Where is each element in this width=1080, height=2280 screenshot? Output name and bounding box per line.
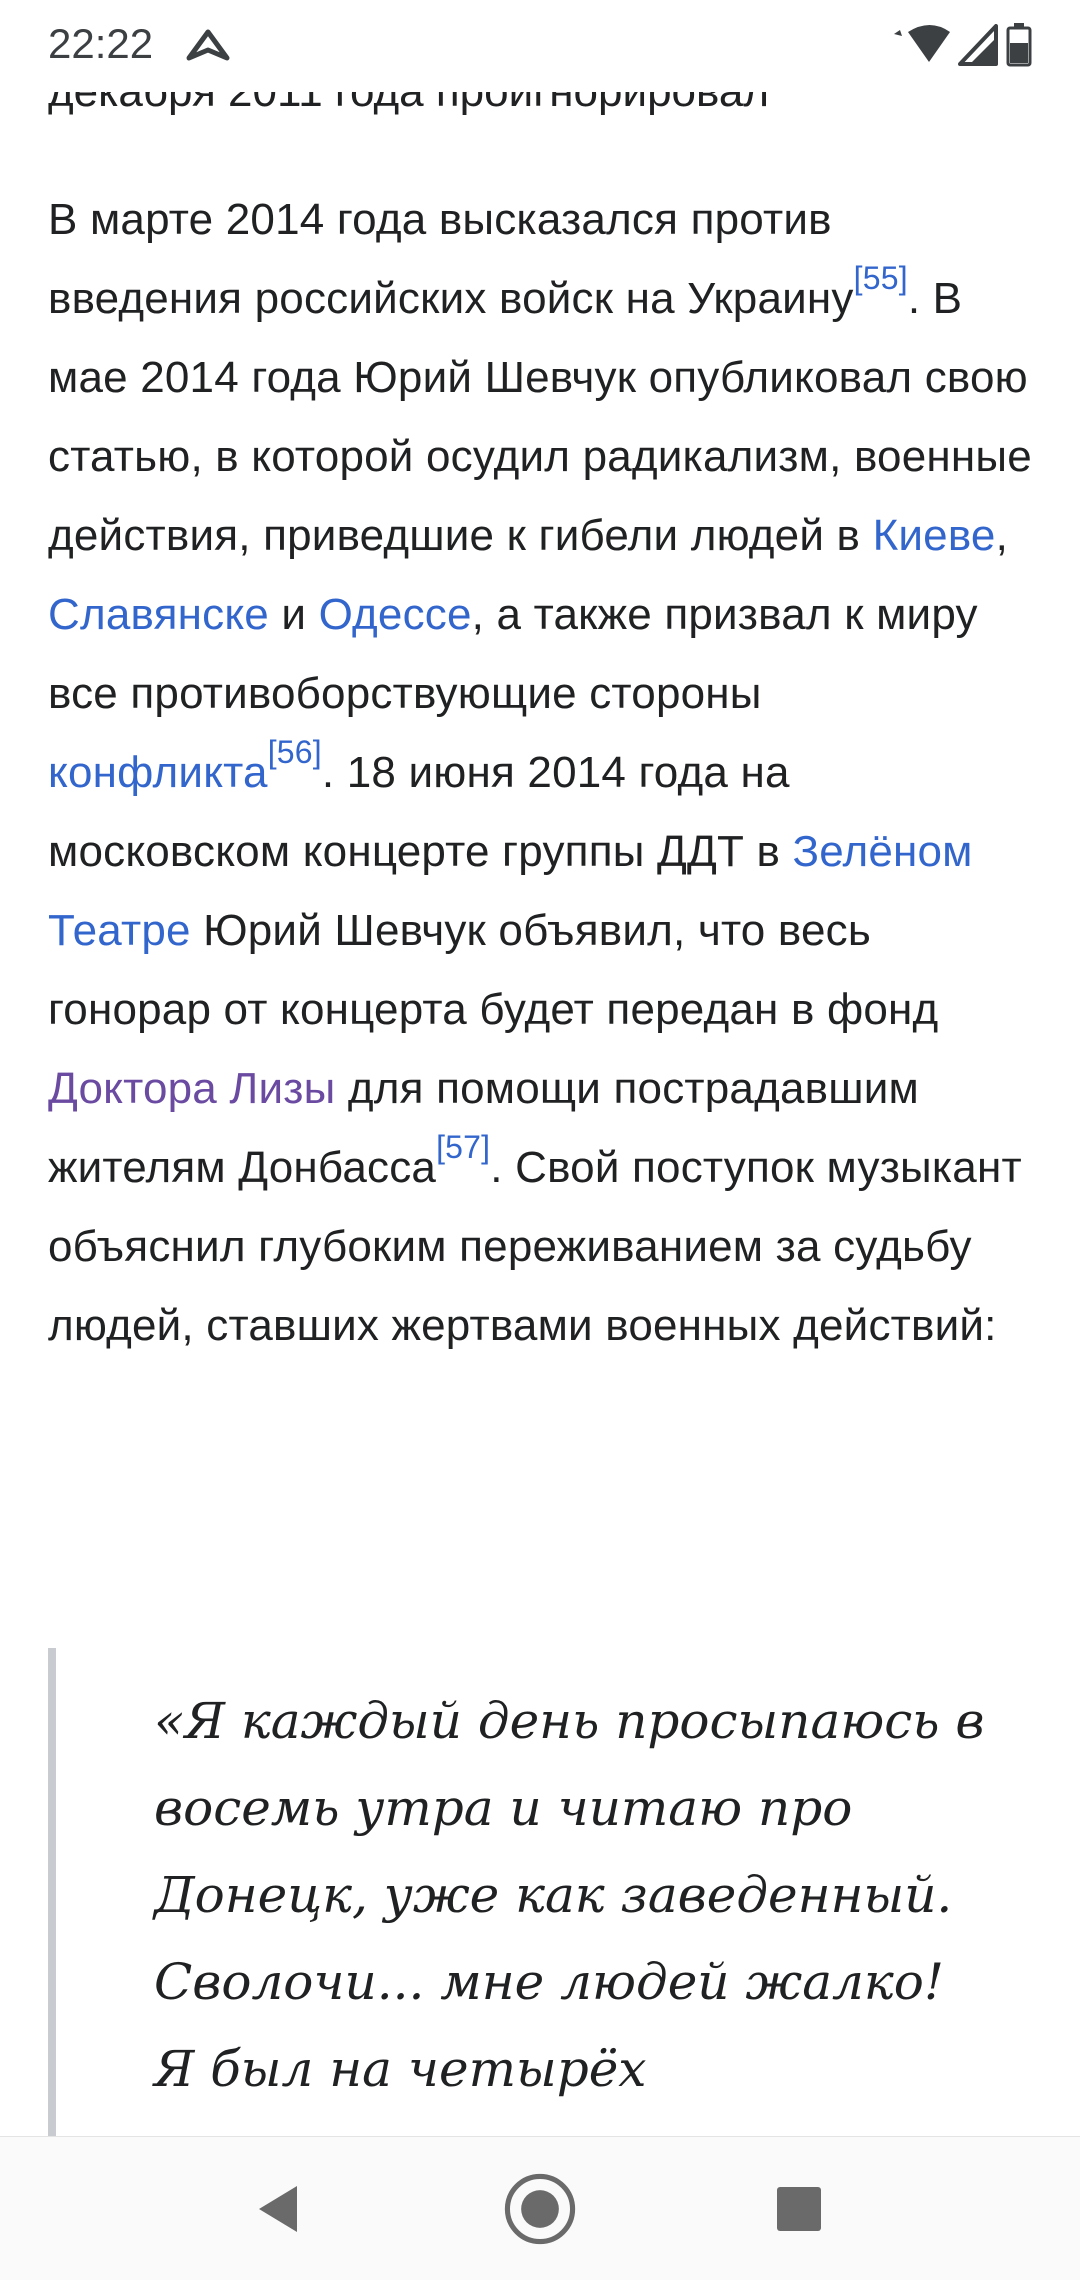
paragraph-text: В марте 2014 года высказался против введения российских войск на Украину [48, 195, 854, 323]
home-icon [504, 2167, 576, 2251]
link-kiev[interactable]: Киеве [872, 511, 996, 560]
link-conflict[interactable]: конфликта [48, 748, 268, 797]
reference-link[interactable]: [55] [853, 260, 908, 296]
signal-icon [958, 24, 1000, 66]
paragraph-text: Юрий Шевчук объявил, что весь гонорар от концерта будет передан в фонд [48, 906, 939, 1034]
home-button[interactable] [504, 2173, 576, 2245]
recents-button[interactable] [763, 2173, 835, 2245]
link-odessa[interactable]: Одессе [318, 590, 472, 639]
link-green-theatre[interactable]: Зелёном Театре [48, 827, 973, 955]
paragraph-text: для помощи пострадавшим жителям [48, 1064, 919, 1192]
back-icon [253, 2182, 303, 2236]
status-bar [0, 0, 1080, 92]
navigation-arrow-icon [185, 28, 231, 62]
paragraph-text: . В мае 2014 года Юрий Шевчук опубликовал свою статью, в которой осудил радикализм, военные действия, приведшие к гибели людей в [48, 274, 1032, 560]
reference-link[interactable]: [56] [267, 734, 322, 770]
article-paragraph [48, 180, 1038, 1365]
status-icons [894, 22, 1032, 68]
navigation-bar [0, 2136, 1080, 2280]
paragraph-text: , а также призвал к миру все противоборствующие стороны [48, 590, 978, 718]
back-button[interactable] [242, 2173, 314, 2245]
status-time: 22:22 [48, 20, 154, 67]
reference-57[interactable] [436, 1129, 490, 1165]
quote-text: «Я каждый день просыпаюсь в восемь утра и читаю про Донецк, уже как заведенный. Сволочи... мне людей жалко! Я был на четырёх [154, 1692, 985, 2098]
battery-icon [1006, 23, 1032, 67]
paragraph-text: и [268, 590, 319, 639]
recents-icon [775, 2185, 823, 2233]
paragraph-text: . Свой поступок музыкант объяснил глубоким переживанием за судьбу людей, ставших жертвами военных действий: [48, 1143, 1022, 1350]
link-donbass[interactable]: Донбасса [238, 1143, 437, 1192]
reference-55[interactable] [854, 260, 908, 296]
paragraph-text: , [995, 511, 1009, 560]
reference-56[interactable] [268, 734, 322, 770]
link-doctor-liza[interactable]: Доктора Лизы [48, 1064, 336, 1113]
blockquote [48, 1648, 1038, 2148]
paragraph-text: . 18 июня 2014 года на московском концерте группы ДДТ в [48, 748, 793, 876]
link-slavyansk[interactable]: Славянске [48, 590, 269, 639]
wifi-icon [894, 24, 952, 66]
reference-link[interactable]: [57] [436, 1129, 491, 1165]
